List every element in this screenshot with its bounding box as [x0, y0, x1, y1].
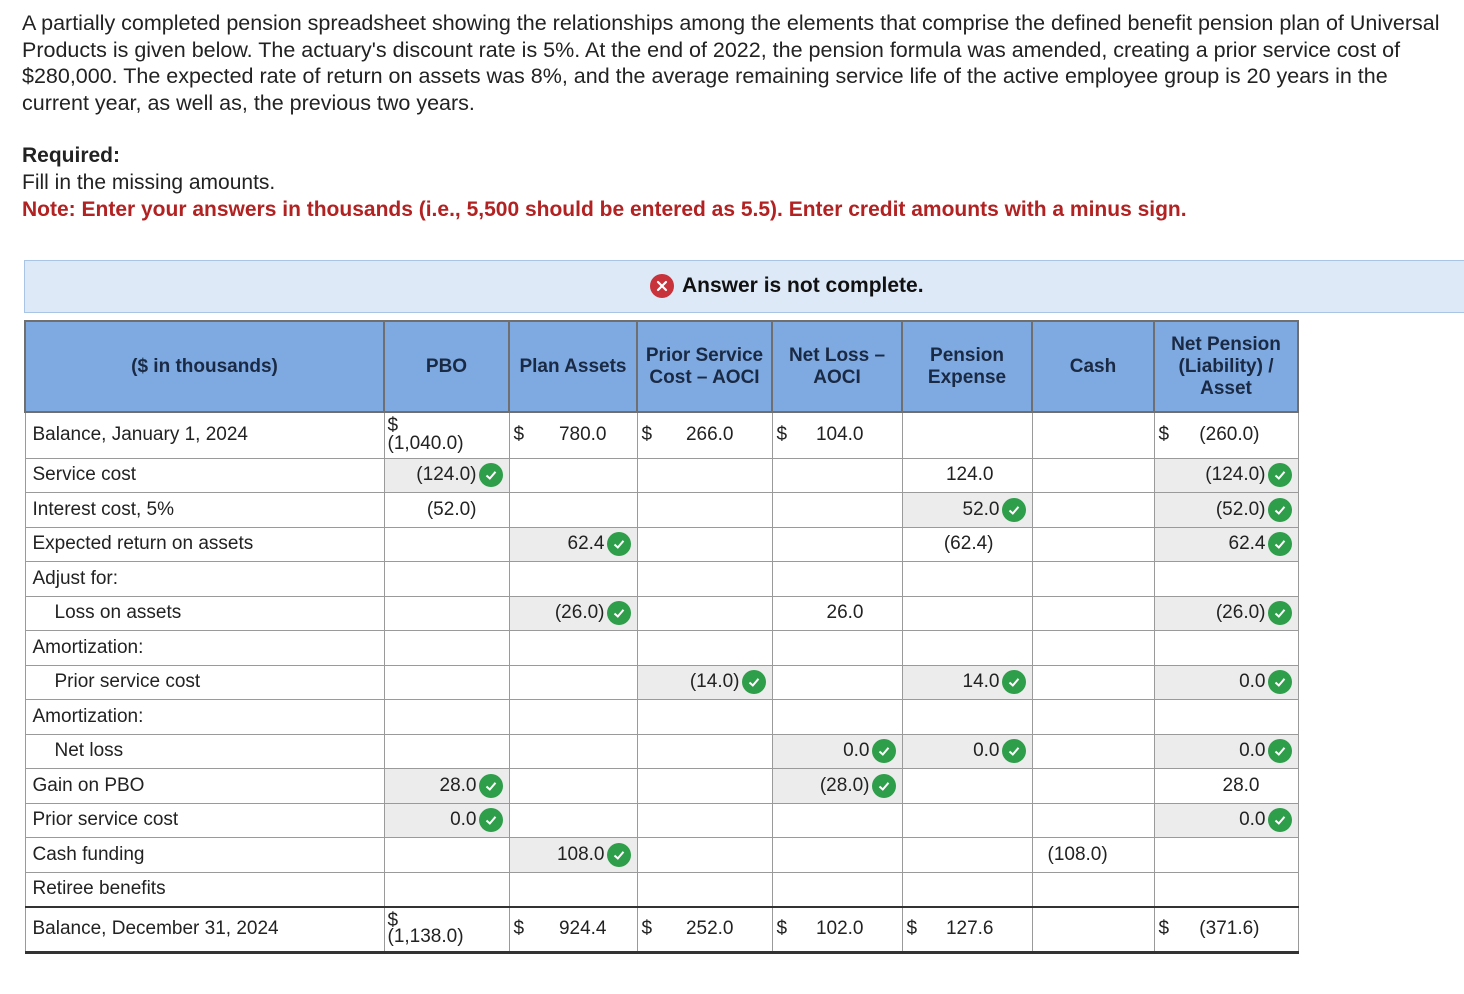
cell-value: 0.0	[843, 740, 870, 762]
cash-cell	[1032, 769, 1154, 804]
row-label: Cash funding	[25, 838, 384, 873]
psc-cell	[637, 458, 772, 493]
cell-value: 102.0	[815, 918, 864, 940]
cell-value: 0.0	[450, 809, 477, 831]
problem-intro: A partially completed pension spreadsheet showing the relationships among the elements that comprise the defined benefit pension plan of Universal Products is given below. The actuary's discount rate is 5%. At the end of 2022, the pension formula was amended, creating a prior service cost of $280,000. The expected rate of return on assets was 8%, and the average remaining service life of the active employee group is 20 years in the current year, as well as, the previous two years.	[22, 11, 1440, 115]
cash-cell	[1032, 665, 1154, 700]
table-row	[25, 769, 1298, 804]
plan-assets-cell	[509, 493, 637, 528]
psc-cell	[637, 734, 772, 769]
cell-value: 14.0	[962, 671, 1000, 693]
header-pension-expense: Pension Expense	[902, 321, 1032, 412]
psc-cell	[637, 527, 772, 562]
pension-expense-cell	[902, 803, 1032, 838]
currency-symbol: $	[513, 918, 525, 940]
currency-symbol: $	[641, 424, 653, 446]
cell-value: 52.0	[962, 498, 1000, 520]
row-label: Balance, December 31, 2024	[25, 907, 384, 953]
cell-value: 252.0	[685, 918, 734, 940]
cell-value: (124.0)	[1205, 464, 1266, 486]
check-icon	[479, 463, 503, 487]
row-label: Adjust for:	[25, 562, 384, 597]
plan-assets-cell	[509, 458, 637, 493]
plan-assets-cell	[509, 872, 637, 907]
cell-value: (62.4)	[943, 533, 994, 555]
table-row	[25, 803, 1298, 838]
cell-value: (52.0)	[426, 498, 477, 520]
net-loss-cell	[772, 838, 902, 873]
net-pension-input[interactable]	[1154, 527, 1298, 562]
pension-expense-cell	[902, 769, 1032, 804]
pbo-cell	[384, 665, 509, 700]
check-icon	[872, 739, 896, 763]
cell-value: (52.0)	[1215, 498, 1266, 520]
answer-status-banner	[24, 260, 1464, 313]
pension-expense-cell	[902, 596, 1032, 631]
psc-input[interactable]	[637, 665, 772, 700]
cell-value: (26.0)	[554, 602, 605, 624]
cell-value: 26.0	[826, 602, 864, 624]
psc-cell	[637, 412, 772, 458]
pbo-input[interactable]	[384, 803, 509, 838]
plan-assets-cell	[509, 631, 637, 666]
psc-cell	[637, 493, 772, 528]
net-loss-cell	[772, 700, 902, 735]
currency-symbol: $	[513, 424, 525, 446]
pension-expense-input[interactable]	[902, 734, 1032, 769]
cash-cell	[1032, 412, 1154, 458]
check-icon	[1002, 739, 1026, 763]
plan-assets-cell	[509, 665, 637, 700]
plan-assets-cell	[509, 769, 637, 804]
currency-symbol: $	[1158, 918, 1170, 940]
cell-value: (108.0)	[1047, 843, 1108, 865]
pbo-cell	[384, 527, 509, 562]
cash-cell	[1032, 596, 1154, 631]
net-loss-input[interactable]	[772, 734, 902, 769]
check-icon	[1268, 670, 1292, 694]
net-loss-cell	[772, 872, 902, 907]
row-label: Expected return on assets	[25, 527, 384, 562]
psc-cell	[637, 803, 772, 838]
header-prior-service-cost: Prior Service Cost – AOCI	[637, 321, 772, 412]
required-title: Required:	[22, 144, 121, 167]
row-label: Amortization:	[25, 700, 384, 735]
cell-value: 28.0	[1222, 774, 1260, 796]
check-icon	[1268, 498, 1292, 522]
cell-value: (1,138.0)	[387, 926, 464, 947]
cell-value: 0.0	[1239, 740, 1266, 762]
pbo-cell	[384, 734, 509, 769]
net-pension-cell	[1154, 412, 1298, 458]
pbo-cell	[384, 631, 509, 666]
plan-assets-cell	[509, 734, 637, 769]
pension-expense-cell	[902, 838, 1032, 873]
psc-cell	[637, 596, 772, 631]
banner-text: Answer is not complete.	[682, 274, 924, 297]
net-loss-cell	[772, 412, 902, 458]
table-row	[25, 493, 1298, 528]
check-icon	[479, 808, 503, 832]
header-row	[25, 321, 1298, 412]
check-icon	[1268, 808, 1292, 832]
row-label: Prior service cost	[25, 803, 384, 838]
net-pension-cell	[1154, 872, 1298, 907]
header-pbo: PBO	[384, 321, 509, 412]
check-icon	[1268, 532, 1292, 556]
table-row	[25, 907, 1298, 953]
cell-value: (371.6)	[1199, 918, 1260, 940]
net-pension-cell	[1154, 631, 1298, 666]
net-loss-input[interactable]	[772, 769, 902, 804]
currency-symbol: $	[906, 918, 918, 940]
net-loss-cell	[772, 907, 902, 953]
header-label: ($ in thousands)	[25, 321, 384, 412]
check-icon	[607, 601, 631, 625]
row-label: Amortization:	[25, 631, 384, 666]
row-label: Retiree benefits	[25, 872, 384, 907]
pension-expense-cell	[902, 412, 1032, 458]
header-net-pension-liability: Net Pension (Liability) / Asset	[1154, 321, 1298, 412]
net-pension-input[interactable]	[1154, 803, 1298, 838]
pension-expense-cell	[902, 458, 1032, 493]
table-row	[25, 700, 1298, 735]
incorrect-x-icon	[650, 274, 674, 298]
check-icon	[479, 774, 503, 798]
net-pension-cell	[1154, 838, 1298, 873]
row-label: Prior service cost	[25, 665, 384, 700]
check-icon	[1002, 498, 1026, 522]
check-icon	[607, 843, 631, 867]
cash-cell	[1032, 527, 1154, 562]
cell-value: 266.0	[685, 424, 734, 446]
check-icon	[1268, 463, 1292, 487]
row-label: Service cost	[25, 458, 384, 493]
plan-assets-cell	[509, 562, 637, 597]
net-loss-cell	[772, 631, 902, 666]
table-row	[25, 596, 1298, 631]
net-pension-input[interactable]	[1154, 665, 1298, 700]
table-row	[25, 562, 1298, 597]
plan-assets-input[interactable]	[509, 838, 637, 873]
pension-expense-input[interactable]	[902, 493, 1032, 528]
pension-expense-input[interactable]	[902, 665, 1032, 700]
net-loss-cell	[772, 803, 902, 838]
pension-expense-cell	[902, 907, 1032, 953]
cell-value: 62.4	[567, 533, 605, 555]
cash-cell	[1032, 493, 1154, 528]
pbo-cell	[384, 562, 509, 597]
net-pension-cell	[1154, 907, 1298, 953]
net-loss-cell	[772, 458, 902, 493]
net-pension-input[interactable]	[1154, 596, 1298, 631]
net-loss-cell	[772, 596, 902, 631]
psc-cell	[637, 562, 772, 597]
cash-cell	[1032, 700, 1154, 735]
net-pension-cell	[1154, 562, 1298, 597]
table-row	[25, 458, 1298, 493]
net-pension-input[interactable]	[1154, 458, 1298, 493]
net-pension-cell	[1154, 700, 1298, 735]
cell-value: 0.0	[1239, 809, 1266, 831]
psc-cell	[637, 838, 772, 873]
currency-symbol: $	[387, 415, 399, 436]
cell-value: (1,040.0)	[387, 432, 464, 454]
row-label: Gain on PBO	[25, 769, 384, 804]
cell-value: 104.0	[815, 424, 864, 446]
cell-value: 28.0	[439, 774, 477, 796]
plan-assets-cell	[509, 412, 637, 458]
check-icon	[1002, 670, 1026, 694]
row-label: Loss on assets	[25, 596, 384, 631]
cell-value: 62.4	[1228, 533, 1266, 555]
required-text: Fill in the missing amounts.	[22, 171, 276, 194]
table-row	[25, 412, 1298, 458]
pbo-cell	[384, 412, 509, 458]
cash-cell	[1032, 907, 1154, 953]
cell-value: (260.0)	[1199, 424, 1260, 446]
cell-value: 924.4	[558, 918, 607, 940]
cell-value: 780.0	[558, 424, 607, 446]
pension-expense-cell	[902, 527, 1032, 562]
pension-spreadsheet	[24, 320, 1299, 954]
net-loss-cell	[772, 665, 902, 700]
cash-cell	[1032, 734, 1154, 769]
table-row	[25, 734, 1298, 769]
psc-cell	[637, 769, 772, 804]
currency-symbol: $	[776, 424, 788, 446]
pbo-cell	[384, 907, 509, 953]
cash-cell	[1032, 458, 1154, 493]
net-loss-cell	[772, 493, 902, 528]
header-cash: Cash	[1032, 321, 1154, 412]
pbo-cell	[384, 596, 509, 631]
table-row	[25, 872, 1298, 907]
header-plan-assets: Plan Assets	[509, 321, 637, 412]
row-label: Net loss	[25, 734, 384, 769]
cash-cell	[1032, 803, 1154, 838]
check-icon	[1268, 601, 1292, 625]
table-row	[25, 838, 1298, 873]
pension-expense-cell	[902, 700, 1032, 735]
cash-cell	[1032, 872, 1154, 907]
psc-cell	[637, 872, 772, 907]
cash-cell	[1032, 838, 1154, 873]
psc-cell	[637, 631, 772, 666]
table-row	[25, 527, 1298, 562]
currency-symbol: $	[387, 909, 399, 931]
net-pension-input[interactable]	[1154, 734, 1298, 769]
pension-expense-cell	[902, 562, 1032, 597]
plan-assets-cell	[509, 803, 637, 838]
cell-value: (28.0)	[819, 774, 870, 796]
psc-cell	[637, 700, 772, 735]
plan-assets-input[interactable]	[509, 596, 637, 631]
net-pension-cell	[1154, 769, 1298, 804]
net-loss-cell	[772, 562, 902, 597]
currency-symbol: $	[641, 918, 653, 940]
pbo-input[interactable]	[384, 769, 509, 804]
check-icon	[742, 670, 766, 694]
cell-value: (14.0)	[689, 671, 740, 693]
pbo-cell	[384, 700, 509, 735]
check-icon	[1268, 739, 1292, 763]
psc-cell	[637, 907, 772, 953]
cell-value: (26.0)	[1215, 602, 1266, 624]
cell-value: 0.0	[1239, 671, 1266, 693]
cash-cell	[1032, 631, 1154, 666]
cash-cell	[1032, 562, 1154, 597]
pbo-cell	[384, 493, 509, 528]
check-icon	[607, 532, 631, 556]
table-row	[25, 665, 1298, 700]
pbo-cell	[384, 872, 509, 907]
pbo-cell	[384, 838, 509, 873]
required-note: Note: Enter your answers in thousands (i.e., 5,500 should be entered as 5.5). Enter credit amounts with a minus sign.	[22, 198, 1187, 221]
cell-value: 0.0	[973, 740, 1000, 762]
net-loss-cell	[772, 527, 902, 562]
row-label: Balance, January 1, 2024	[25, 412, 384, 458]
pension-expense-cell	[902, 872, 1032, 907]
cell-value: 124.0	[945, 464, 994, 486]
pension-expense-cell	[902, 631, 1032, 666]
net-pension-input[interactable]	[1154, 493, 1298, 528]
plan-assets-cell	[509, 700, 637, 735]
row-label: Interest cost, 5%	[25, 493, 384, 528]
currency-symbol: $	[776, 918, 788, 940]
cell-value: 127.6	[945, 918, 994, 940]
header-net-loss: Net Loss – AOCI	[772, 321, 902, 412]
plan-assets-cell	[509, 907, 637, 953]
currency-symbol: $	[1158, 424, 1170, 446]
cell-value: (124.0)	[416, 464, 477, 486]
pbo-input[interactable]	[384, 458, 509, 493]
table-row	[25, 631, 1298, 666]
plan-assets-input[interactable]	[509, 527, 637, 562]
cell-value: 108.0	[556, 843, 605, 865]
check-icon	[872, 774, 896, 798]
